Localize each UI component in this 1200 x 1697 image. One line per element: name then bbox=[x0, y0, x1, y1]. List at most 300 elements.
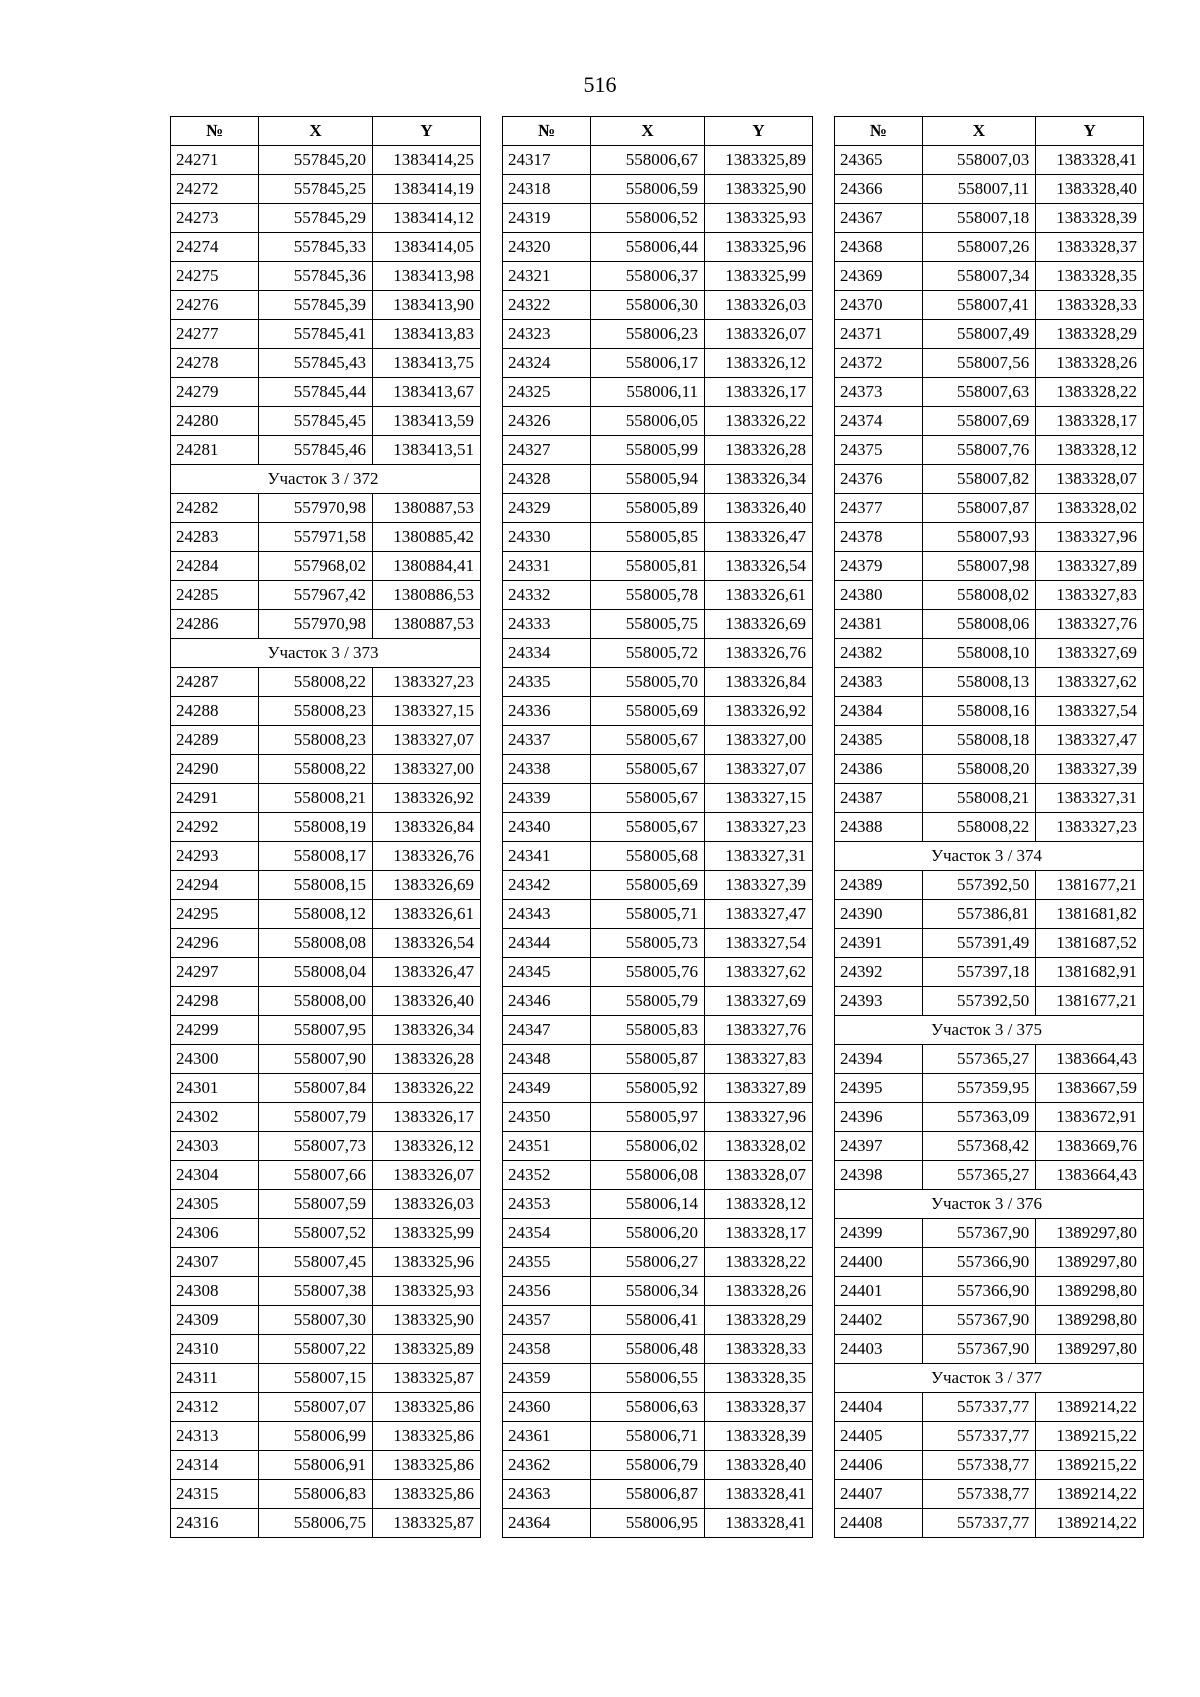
y-coordinate: 1383327,23 bbox=[1036, 813, 1144, 842]
x-coordinate: 558006,08 bbox=[591, 1161, 705, 1190]
table-row bbox=[171, 1422, 481, 1451]
y-coordinate: 1383328,26 bbox=[1036, 349, 1144, 378]
point-number: 24288 bbox=[171, 697, 259, 726]
point-number: 24308 bbox=[171, 1277, 259, 1306]
point-number: 24357 bbox=[503, 1306, 591, 1335]
point-number: 24385 bbox=[835, 726, 923, 755]
y-coordinate: 1383328,12 bbox=[705, 1190, 813, 1219]
table-row bbox=[171, 204, 481, 233]
section-row bbox=[835, 1016, 1144, 1045]
point-number: 24306 bbox=[171, 1219, 259, 1248]
table-row bbox=[835, 204, 1144, 233]
point-number: 24391 bbox=[835, 929, 923, 958]
table-row bbox=[835, 262, 1144, 291]
point-number: 24395 bbox=[835, 1074, 923, 1103]
point-number: 24274 bbox=[171, 233, 259, 262]
y-coordinate: 1383328,41 bbox=[705, 1509, 813, 1538]
y-coordinate: 1383326,61 bbox=[373, 900, 481, 929]
table-row bbox=[835, 1045, 1144, 1074]
point-number: 24361 bbox=[503, 1422, 591, 1451]
x-coordinate: 558008,20 bbox=[922, 755, 1036, 784]
table-row bbox=[835, 668, 1144, 697]
table-row bbox=[835, 523, 1144, 552]
table-row bbox=[835, 958, 1144, 987]
table-row bbox=[503, 465, 813, 494]
point-number: 24376 bbox=[835, 465, 923, 494]
table-row bbox=[503, 1422, 813, 1451]
x-coordinate: 558007,03 bbox=[922, 146, 1036, 175]
y-coordinate: 1380886,53 bbox=[373, 581, 481, 610]
table-row bbox=[503, 523, 813, 552]
y-coordinate: 1383413,67 bbox=[373, 378, 481, 407]
point-number: 24364 bbox=[503, 1509, 591, 1538]
header-number: № bbox=[503, 117, 591, 146]
table-row bbox=[171, 697, 481, 726]
table-row bbox=[171, 1074, 481, 1103]
y-coordinate: 1383669,76 bbox=[1036, 1132, 1144, 1161]
x-coordinate: 558006,48 bbox=[591, 1335, 705, 1364]
x-coordinate: 558006,02 bbox=[591, 1132, 705, 1161]
point-number: 24285 bbox=[171, 581, 259, 610]
y-coordinate: 1383327,54 bbox=[1036, 697, 1144, 726]
y-coordinate: 1383326,54 bbox=[373, 929, 481, 958]
point-number: 24310 bbox=[171, 1335, 259, 1364]
x-coordinate: 558007,34 bbox=[922, 262, 1036, 291]
y-coordinate: 1383327,62 bbox=[1036, 668, 1144, 697]
x-coordinate: 558006,83 bbox=[259, 1480, 373, 1509]
table-row bbox=[503, 320, 813, 349]
table-row bbox=[835, 755, 1144, 784]
point-number: 24370 bbox=[835, 291, 923, 320]
table-row bbox=[503, 175, 813, 204]
table-row bbox=[503, 1335, 813, 1364]
header-x: X bbox=[591, 117, 705, 146]
x-coordinate: 558007,15 bbox=[259, 1364, 373, 1393]
table-row bbox=[171, 262, 481, 291]
table-row bbox=[171, 349, 481, 378]
table-row bbox=[171, 1103, 481, 1132]
x-coordinate: 557845,36 bbox=[259, 262, 373, 291]
x-coordinate: 557845,43 bbox=[259, 349, 373, 378]
y-coordinate: 1389298,80 bbox=[1036, 1306, 1144, 1335]
y-coordinate: 1383328,41 bbox=[705, 1480, 813, 1509]
y-coordinate: 1383327,00 bbox=[705, 726, 813, 755]
y-coordinate: 1383327,07 bbox=[705, 755, 813, 784]
point-number: 24326 bbox=[503, 407, 591, 436]
x-coordinate: 558007,82 bbox=[922, 465, 1036, 494]
point-number: 24280 bbox=[171, 407, 259, 436]
table-row bbox=[171, 1016, 481, 1045]
x-coordinate: 557845,20 bbox=[259, 146, 373, 175]
point-number: 24392 bbox=[835, 958, 923, 987]
point-number: 24317 bbox=[503, 146, 591, 175]
table-row bbox=[171, 726, 481, 755]
y-coordinate: 1383326,12 bbox=[705, 349, 813, 378]
x-coordinate: 558008,21 bbox=[259, 784, 373, 813]
point-number: 24401 bbox=[835, 1277, 923, 1306]
x-coordinate: 558005,83 bbox=[591, 1016, 705, 1045]
y-coordinate: 1381687,52 bbox=[1036, 929, 1144, 958]
x-coordinate: 558005,67 bbox=[591, 813, 705, 842]
x-coordinate: 558007,52 bbox=[259, 1219, 373, 1248]
point-number: 24407 bbox=[835, 1480, 923, 1509]
table-row bbox=[835, 1248, 1144, 1277]
table-header-row bbox=[835, 117, 1144, 146]
table-row bbox=[503, 1509, 813, 1538]
x-coordinate: 557970,98 bbox=[259, 494, 373, 523]
point-number: 24313 bbox=[171, 1422, 259, 1451]
x-coordinate: 557845,41 bbox=[259, 320, 373, 349]
y-coordinate: 1383328,39 bbox=[1036, 204, 1144, 233]
x-coordinate: 558008,12 bbox=[259, 900, 373, 929]
x-coordinate: 557392,50 bbox=[922, 987, 1036, 1016]
table-row bbox=[503, 1219, 813, 1248]
point-number: 24379 bbox=[835, 552, 923, 581]
point-number: 24394 bbox=[835, 1045, 923, 1074]
point-number: 24321 bbox=[503, 262, 591, 291]
x-coordinate: 558008,04 bbox=[259, 958, 373, 987]
table-row bbox=[835, 291, 1144, 320]
section-row bbox=[835, 1190, 1144, 1219]
table-row bbox=[835, 900, 1144, 929]
y-coordinate: 1383328,07 bbox=[1036, 465, 1144, 494]
point-number: 24287 bbox=[171, 668, 259, 697]
y-coordinate: 1383326,61 bbox=[705, 581, 813, 610]
table-row bbox=[171, 871, 481, 900]
table-row bbox=[171, 1248, 481, 1277]
x-coordinate: 557970,98 bbox=[259, 610, 373, 639]
y-coordinate: 1383327,15 bbox=[373, 697, 481, 726]
x-coordinate: 558008,19 bbox=[259, 813, 373, 842]
y-coordinate: 1383327,23 bbox=[373, 668, 481, 697]
table-row bbox=[835, 639, 1144, 668]
table-row bbox=[503, 1306, 813, 1335]
table-row bbox=[503, 262, 813, 291]
table-row bbox=[835, 581, 1144, 610]
point-number: 24384 bbox=[835, 697, 923, 726]
x-coordinate: 558005,69 bbox=[591, 871, 705, 900]
y-coordinate: 1383327,89 bbox=[1036, 552, 1144, 581]
y-coordinate: 1383325,89 bbox=[705, 146, 813, 175]
y-coordinate: 1383328,41 bbox=[1036, 146, 1144, 175]
x-coordinate: 557967,42 bbox=[259, 581, 373, 610]
point-number: 24408 bbox=[835, 1509, 923, 1538]
point-number: 24393 bbox=[835, 987, 923, 1016]
x-coordinate: 558007,98 bbox=[922, 552, 1036, 581]
point-number: 24277 bbox=[171, 320, 259, 349]
point-number: 24271 bbox=[171, 146, 259, 175]
x-coordinate: 558006,71 bbox=[591, 1422, 705, 1451]
table-row bbox=[835, 697, 1144, 726]
y-coordinate: 1383327,96 bbox=[1036, 523, 1144, 552]
x-coordinate: 558006,30 bbox=[591, 291, 705, 320]
y-coordinate: 1383328,07 bbox=[705, 1161, 813, 1190]
x-coordinate: 557365,27 bbox=[922, 1161, 1036, 1190]
y-coordinate: 1383664,43 bbox=[1036, 1045, 1144, 1074]
x-coordinate: 558005,69 bbox=[591, 697, 705, 726]
table-row bbox=[835, 349, 1144, 378]
section-title: Участок 3 / 373 bbox=[171, 639, 481, 668]
y-coordinate: 1383326,84 bbox=[705, 668, 813, 697]
point-number: 24359 bbox=[503, 1364, 591, 1393]
point-number: 24299 bbox=[171, 1016, 259, 1045]
x-coordinate: 558007,69 bbox=[922, 407, 1036, 436]
x-coordinate: 558007,84 bbox=[259, 1074, 373, 1103]
table-row bbox=[171, 1451, 481, 1480]
x-coordinate: 558008,08 bbox=[259, 929, 373, 958]
y-coordinate: 1389215,22 bbox=[1036, 1422, 1144, 1451]
table-row bbox=[171, 552, 481, 581]
point-number: 24388 bbox=[835, 813, 923, 842]
point-number: 24320 bbox=[503, 233, 591, 262]
point-number: 24358 bbox=[503, 1335, 591, 1364]
point-number: 24334 bbox=[503, 639, 591, 668]
x-coordinate: 558008,22 bbox=[259, 668, 373, 697]
point-number: 24284 bbox=[171, 552, 259, 581]
point-number: 24293 bbox=[171, 842, 259, 871]
header-x: X bbox=[259, 117, 373, 146]
x-coordinate: 558005,92 bbox=[591, 1074, 705, 1103]
table-row bbox=[503, 552, 813, 581]
y-coordinate: 1383327,15 bbox=[705, 784, 813, 813]
table-row bbox=[503, 1393, 813, 1422]
x-coordinate: 558006,34 bbox=[591, 1277, 705, 1306]
x-coordinate: 558006,87 bbox=[591, 1480, 705, 1509]
table-row bbox=[171, 494, 481, 523]
table-row bbox=[835, 552, 1144, 581]
point-number: 24390 bbox=[835, 900, 923, 929]
x-coordinate: 558007,49 bbox=[922, 320, 1036, 349]
section-row bbox=[171, 639, 481, 668]
x-coordinate: 558008,22 bbox=[259, 755, 373, 784]
x-coordinate: 558007,11 bbox=[922, 175, 1036, 204]
x-coordinate: 558007,07 bbox=[259, 1393, 373, 1422]
point-number: 24276 bbox=[171, 291, 259, 320]
table-row bbox=[171, 987, 481, 1016]
y-coordinate: 1383327,83 bbox=[705, 1045, 813, 1074]
y-coordinate: 1383328,22 bbox=[1036, 378, 1144, 407]
table-row bbox=[171, 900, 481, 929]
table-row bbox=[171, 175, 481, 204]
table-row bbox=[171, 436, 481, 465]
point-number: 24328 bbox=[503, 465, 591, 494]
point-number: 24289 bbox=[171, 726, 259, 755]
point-number: 24295 bbox=[171, 900, 259, 929]
y-coordinate: 1383326,22 bbox=[373, 1074, 481, 1103]
table-row bbox=[171, 291, 481, 320]
table-row bbox=[503, 407, 813, 436]
x-coordinate: 558006,52 bbox=[591, 204, 705, 233]
point-number: 24362 bbox=[503, 1451, 591, 1480]
y-coordinate: 1383325,93 bbox=[373, 1277, 481, 1306]
x-coordinate: 558005,97 bbox=[591, 1103, 705, 1132]
point-number: 24311 bbox=[171, 1364, 259, 1393]
table-row bbox=[835, 320, 1144, 349]
point-number: 24340 bbox=[503, 813, 591, 842]
table-row bbox=[171, 1219, 481, 1248]
y-coordinate: 1383325,99 bbox=[705, 262, 813, 291]
x-coordinate: 558007,95 bbox=[259, 1016, 373, 1045]
y-coordinate: 1389214,22 bbox=[1036, 1509, 1144, 1538]
x-coordinate: 558005,99 bbox=[591, 436, 705, 465]
y-coordinate: 1380887,53 bbox=[373, 494, 481, 523]
point-number: 24303 bbox=[171, 1132, 259, 1161]
y-coordinate: 1383326,17 bbox=[705, 378, 813, 407]
table-row bbox=[503, 204, 813, 233]
table-header-row bbox=[503, 117, 813, 146]
x-coordinate: 558007,93 bbox=[922, 523, 1036, 552]
point-number: 24383 bbox=[835, 668, 923, 697]
point-number: 24378 bbox=[835, 523, 923, 552]
table-row bbox=[835, 610, 1144, 639]
x-coordinate: 558008,10 bbox=[922, 639, 1036, 668]
point-number: 24367 bbox=[835, 204, 923, 233]
header-number: № bbox=[835, 117, 923, 146]
x-coordinate: 557845,45 bbox=[259, 407, 373, 436]
x-coordinate: 558008,21 bbox=[922, 784, 1036, 813]
x-coordinate: 558005,67 bbox=[591, 726, 705, 755]
x-coordinate: 558007,26 bbox=[922, 233, 1036, 262]
x-coordinate: 558008,06 bbox=[922, 610, 1036, 639]
x-coordinate: 558008,23 bbox=[259, 726, 373, 755]
y-coordinate: 1383325,86 bbox=[373, 1422, 481, 1451]
point-number: 24300 bbox=[171, 1045, 259, 1074]
x-coordinate: 558007,22 bbox=[259, 1335, 373, 1364]
y-coordinate: 1383326,03 bbox=[373, 1190, 481, 1219]
point-number: 24324 bbox=[503, 349, 591, 378]
page-number: 516 bbox=[583, 72, 617, 97]
x-coordinate: 558005,76 bbox=[591, 958, 705, 987]
y-coordinate: 1383327,00 bbox=[373, 755, 481, 784]
point-number: 24360 bbox=[503, 1393, 591, 1422]
x-coordinate: 558006,05 bbox=[591, 407, 705, 436]
y-coordinate: 1383328,35 bbox=[1036, 262, 1144, 291]
y-coordinate: 1383328,12 bbox=[1036, 436, 1144, 465]
x-coordinate: 557365,27 bbox=[922, 1045, 1036, 1074]
point-number: 24319 bbox=[503, 204, 591, 233]
y-coordinate: 1383327,76 bbox=[705, 1016, 813, 1045]
table-row bbox=[835, 146, 1144, 175]
point-number: 24355 bbox=[503, 1248, 591, 1277]
point-number: 24349 bbox=[503, 1074, 591, 1103]
point-number: 24297 bbox=[171, 958, 259, 987]
x-coordinate: 558008,00 bbox=[259, 987, 373, 1016]
y-coordinate: 1383327,39 bbox=[705, 871, 813, 900]
x-coordinate: 558008,02 bbox=[922, 581, 1036, 610]
y-coordinate: 1383327,47 bbox=[705, 900, 813, 929]
y-coordinate: 1383326,76 bbox=[373, 842, 481, 871]
table-row bbox=[503, 639, 813, 668]
y-coordinate: 1383326,34 bbox=[373, 1016, 481, 1045]
y-coordinate: 1383325,96 bbox=[373, 1248, 481, 1277]
table-row bbox=[503, 1277, 813, 1306]
x-coordinate: 557845,39 bbox=[259, 291, 373, 320]
x-coordinate: 558007,30 bbox=[259, 1306, 373, 1335]
x-coordinate: 558006,99 bbox=[259, 1422, 373, 1451]
point-number: 24333 bbox=[503, 610, 591, 639]
table-row bbox=[171, 1161, 481, 1190]
x-coordinate: 558005,72 bbox=[591, 639, 705, 668]
table-row bbox=[171, 378, 481, 407]
point-number: 24286 bbox=[171, 610, 259, 639]
table-row bbox=[835, 1393, 1144, 1422]
point-number: 24325 bbox=[503, 378, 591, 407]
point-number: 24272 bbox=[171, 175, 259, 204]
point-number: 24304 bbox=[171, 1161, 259, 1190]
table-row bbox=[503, 1103, 813, 1132]
table-row bbox=[835, 436, 1144, 465]
table-row bbox=[503, 958, 813, 987]
table-row bbox=[835, 784, 1144, 813]
table-header-row bbox=[171, 117, 481, 146]
y-coordinate: 1383326,76 bbox=[705, 639, 813, 668]
point-number: 24396 bbox=[835, 1103, 923, 1132]
x-coordinate: 558005,79 bbox=[591, 987, 705, 1016]
point-number: 24282 bbox=[171, 494, 259, 523]
table-row bbox=[835, 987, 1144, 1016]
y-coordinate: 1383326,03 bbox=[705, 291, 813, 320]
x-coordinate: 557367,90 bbox=[922, 1335, 1036, 1364]
point-number: 24399 bbox=[835, 1219, 923, 1248]
point-number: 24382 bbox=[835, 639, 923, 668]
point-number: 24275 bbox=[171, 262, 259, 291]
table-row bbox=[171, 610, 481, 639]
x-coordinate: 557391,49 bbox=[922, 929, 1036, 958]
header-number: № bbox=[171, 117, 259, 146]
x-coordinate: 558005,67 bbox=[591, 784, 705, 813]
point-number: 24330 bbox=[503, 523, 591, 552]
table-row bbox=[835, 494, 1144, 523]
y-coordinate: 1383326,40 bbox=[705, 494, 813, 523]
y-coordinate: 1383326,84 bbox=[373, 813, 481, 842]
y-coordinate: 1383327,69 bbox=[1036, 639, 1144, 668]
point-number: 24296 bbox=[171, 929, 259, 958]
y-coordinate: 1383414,25 bbox=[373, 146, 481, 175]
table-row bbox=[835, 233, 1144, 262]
y-coordinate: 1383328,35 bbox=[705, 1364, 813, 1393]
point-number: 24309 bbox=[171, 1306, 259, 1335]
point-number: 24314 bbox=[171, 1451, 259, 1480]
y-coordinate: 1383328,37 bbox=[705, 1393, 813, 1422]
y-coordinate: 1383328,29 bbox=[1036, 320, 1144, 349]
x-coordinate: 557845,44 bbox=[259, 378, 373, 407]
x-coordinate: 558006,23 bbox=[591, 320, 705, 349]
point-number: 24315 bbox=[171, 1480, 259, 1509]
x-coordinate: 558006,17 bbox=[591, 349, 705, 378]
table-row bbox=[503, 1161, 813, 1190]
y-coordinate: 1383327,69 bbox=[705, 987, 813, 1016]
x-coordinate: 557968,02 bbox=[259, 552, 373, 581]
section-row bbox=[835, 1364, 1144, 1393]
x-coordinate: 558006,20 bbox=[591, 1219, 705, 1248]
x-coordinate: 558007,79 bbox=[259, 1103, 373, 1132]
table-row bbox=[171, 813, 481, 842]
y-coordinate: 1389297,80 bbox=[1036, 1248, 1144, 1277]
y-coordinate: 1389297,80 bbox=[1036, 1335, 1144, 1364]
point-number: 24316 bbox=[171, 1509, 259, 1538]
y-coordinate: 1383328,17 bbox=[1036, 407, 1144, 436]
y-coordinate: 1383328,29 bbox=[705, 1306, 813, 1335]
table-row bbox=[835, 465, 1144, 494]
table-row bbox=[171, 1393, 481, 1422]
table-row bbox=[835, 1451, 1144, 1480]
y-coordinate: 1381681,82 bbox=[1036, 900, 1144, 929]
x-coordinate: 558007,38 bbox=[259, 1277, 373, 1306]
y-coordinate: 1383327,31 bbox=[1036, 784, 1144, 813]
x-coordinate: 558005,71 bbox=[591, 900, 705, 929]
point-number: 24322 bbox=[503, 291, 591, 320]
table-row bbox=[503, 436, 813, 465]
